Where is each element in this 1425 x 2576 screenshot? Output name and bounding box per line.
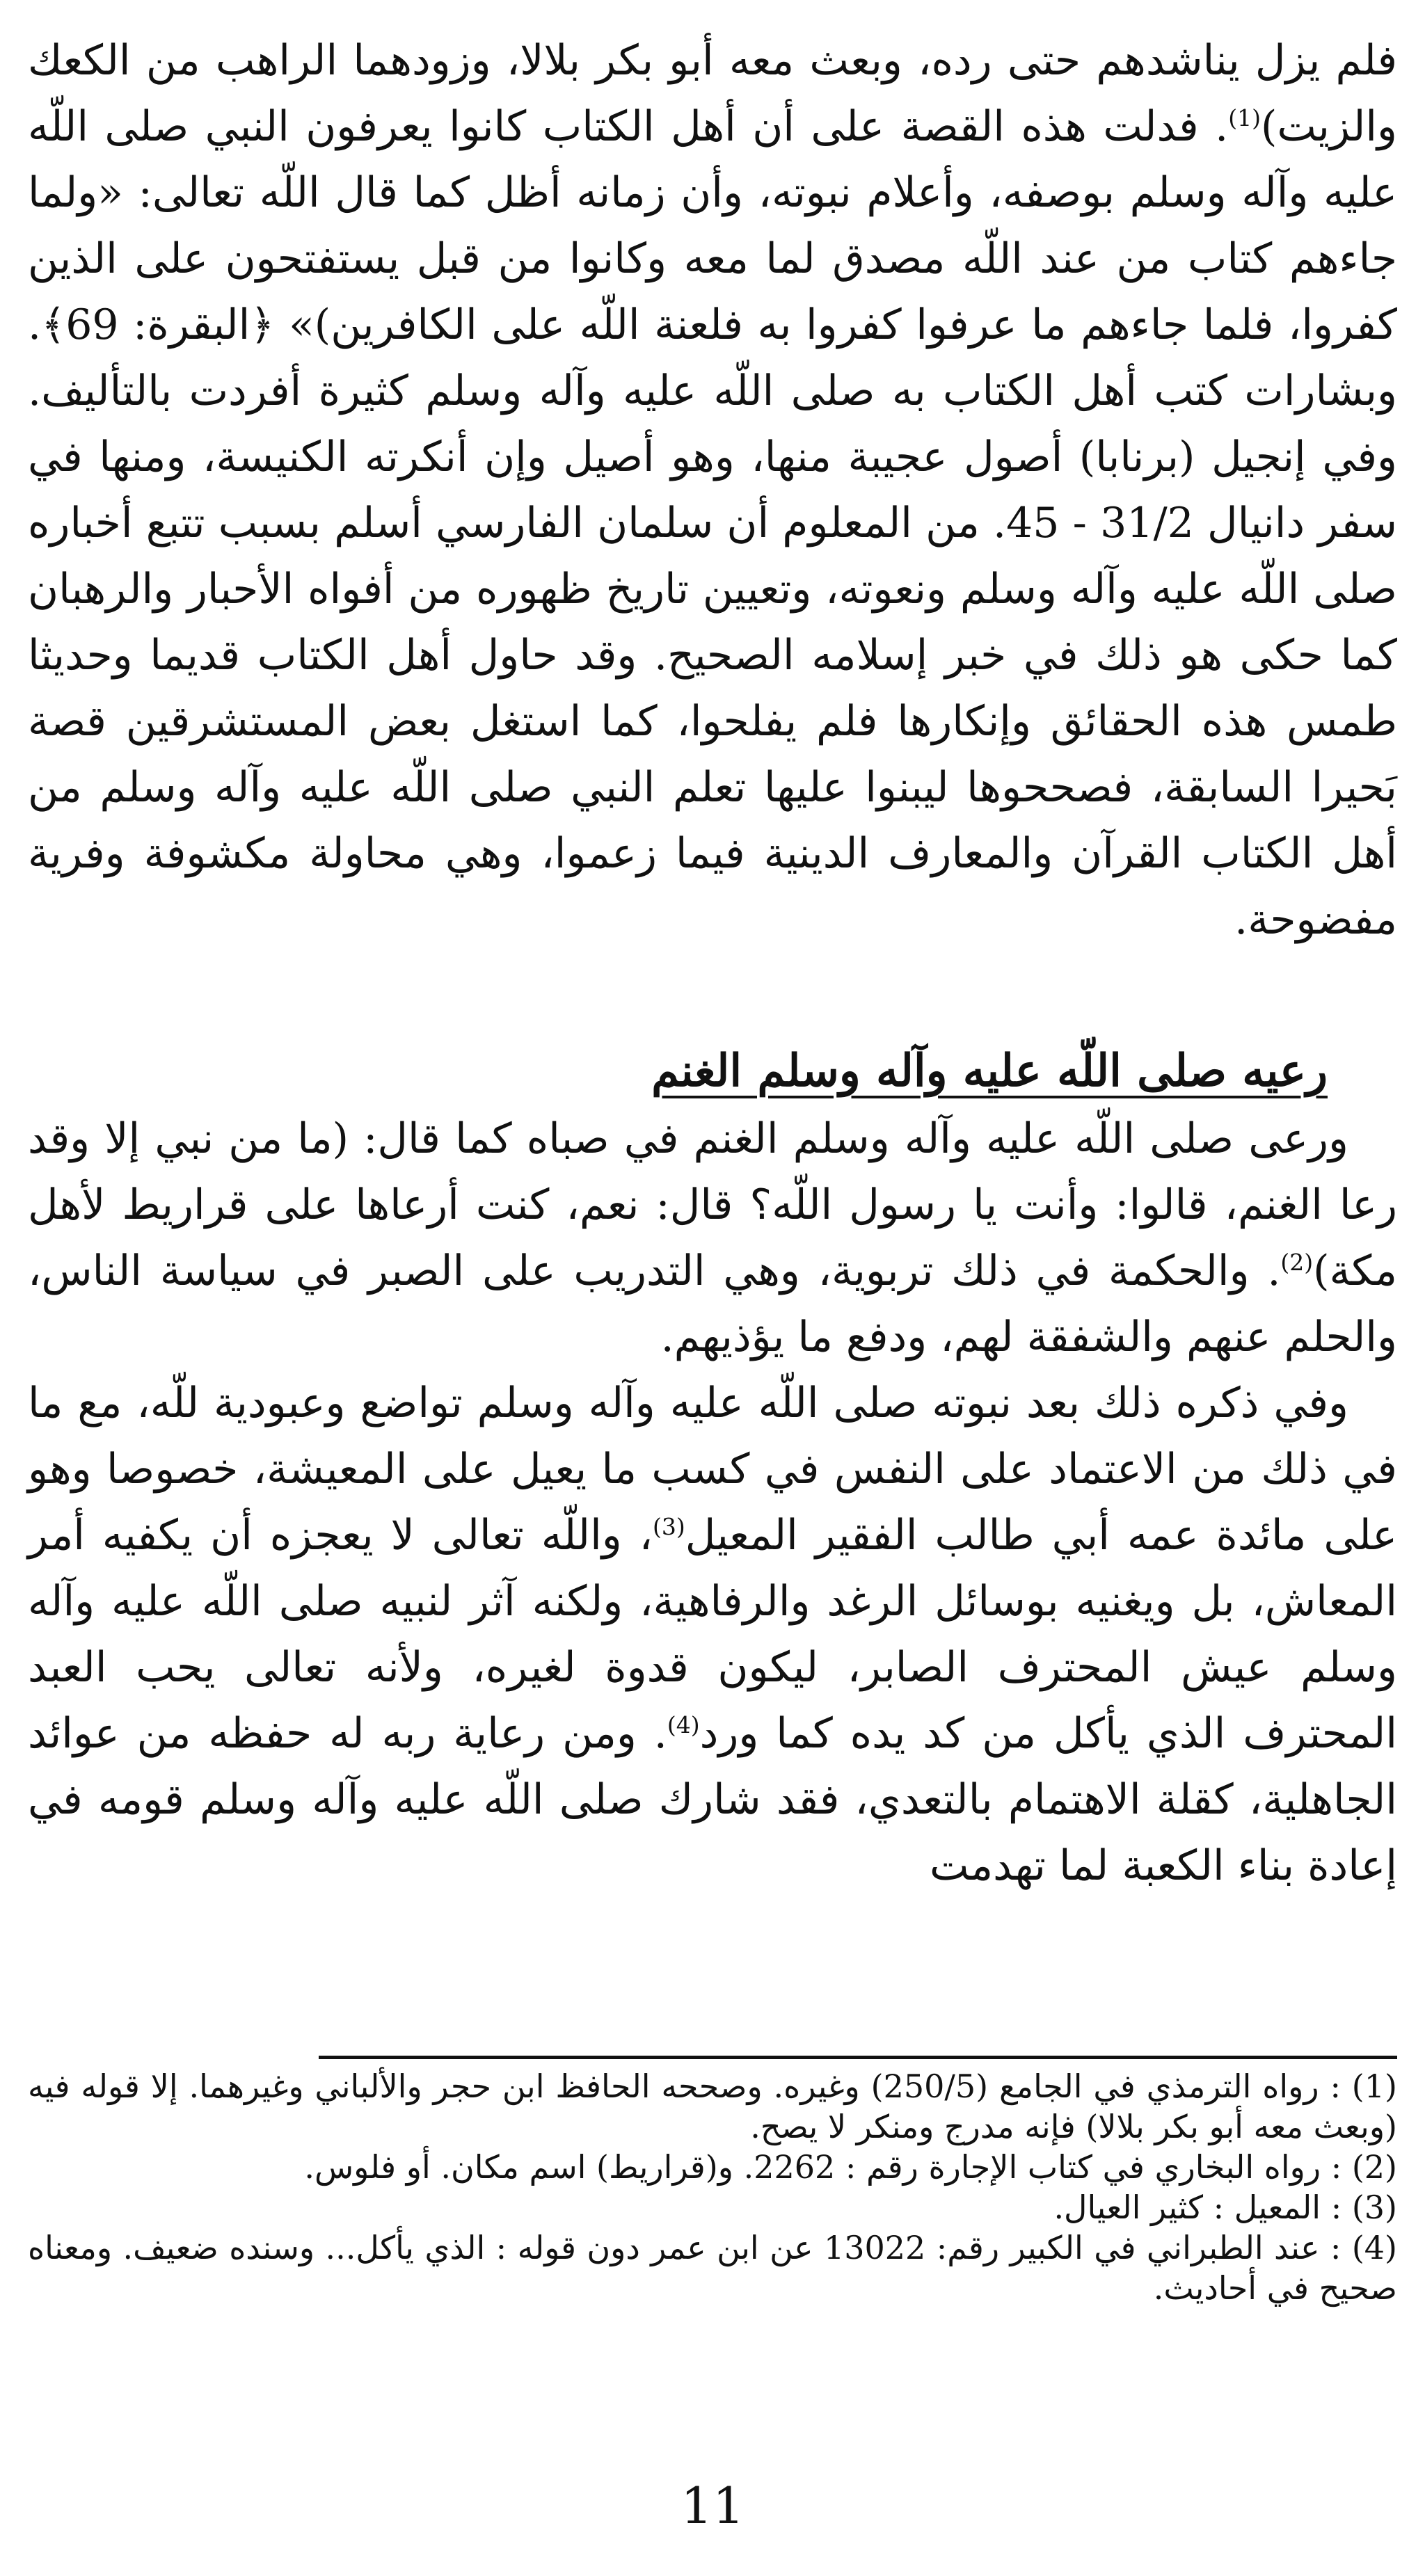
footnote-3: (3) : المعيل : كثير العيال. xyxy=(1053,2189,1397,2226)
page-content xyxy=(28,28,1397,1899)
page-number: 11 xyxy=(680,2477,745,2535)
footnote-divider xyxy=(319,2056,1397,2059)
main-text xyxy=(28,28,1397,953)
paragraph-1-start: فلم يزل يناشدهم حتى رده، وبعث معه أبو بكر بلالا، وزودهما الراهب من الكعك والزيت) xyxy=(28,36,1397,151)
footnote-4: (4) : عند الطبراني في الكبير رقم: 13022 عن ابن عمر دون قوله : الذي يأكل... وسنده ضعيف. ومعناه صحيح في أحاديث. xyxy=(28,2229,1397,2307)
footnote-ref-3: (3) xyxy=(652,1513,685,1540)
section-text xyxy=(28,1106,1397,1899)
footnote-ref-4: (4) xyxy=(667,1711,700,1738)
paragraph-2-rest: . والحكمة في ذلك تربوية، وهي التدريب على الصبر في سياسة الناس، والحلم عنهم والشفقة لهم، ودفع ما يؤذيهم. xyxy=(28,1247,1397,1361)
paragraph-1-rest: . فدلت هذه القصة على أن أهل الكتاب كانوا يعرفون النبي صلى اللّه عليه وآله وسلم بوصفه، وأعلام نبوته، وأن زمانه أظل كما قال اللّه تعالى: «ولما جاءهم كتاب من عند اللّه مصدق لما معه وكانوا من قبل يستفتحون على الذين كفروا، فلما جاءهم ما عرفوا كفروا به فلعنة اللّه على الكافرين)» ﴿البقرة: 69﴾. وبشارات كتب أهل الكتاب به صلى اللّه عليه وآله وسلم كثيرة أفردت بالتأليف. وفي إنجيل (برنابا) أصول عجيبة منها، وهو أصيل وإن أنكرته الكنيسة، ومنها في سفر دانيال 31/2 - 45. من المعلوم أن سلمان الفارسي أسلم بسبب تتبع أخباره صلى اللّه عليه وآله وسلم ونعوته، وتعيين تاريخ ظهوره من أفواه الأحبار والرهبان كما حكى هو ذلك في خبر إسلامه الصحيح. وقد حاول أهل الكتاب قديما وحديثا طمس هذه الحقائق وإنكارها فلم يفلحوا، كما استغل بعض المستشرقين قصة بَحيرا السابقة، فصححوها ليبنوا عليها تعلم النبي صلى اللّه عليه وآله وسلم من أهل الكتاب القرآن والمعارف الدينية فيما زعموا، وهي محاولة مكشوفة وفرية مفضوحة. xyxy=(28,102,1398,944)
paragraph-3-a: وفي ذكره ذلك بعد نبوته صلى اللّه عليه وآله وسلم تواضع وعبودية للّه، مع ما في ذلك من الاعتماد على النفس في كسب ما يعيل على المعيشة، خصوصا وهو على مائدة عمه أبي طالب الفقير المعيل xyxy=(28,1379,1397,1560)
footnote-ref-1: (1) xyxy=(1228,104,1261,131)
section-title: رعيه صلى اللّه عليه وآله وسلم الغنم xyxy=(651,1045,1328,1097)
paragraph-1 xyxy=(28,28,1397,953)
paragraph-3-b: ، واللّه تعالى لا يعجزه أن يكفيه أمر المعاش، بل ويغنيه بوسائل الرغد والرفاهية، ولكنه آثر لنبيه صلى اللّه عليه وآله وسلم عيش المحترف الصابر، ليكون قدوة لغيره، ولأنه تعالى يحب العبد المحترف الذي يأكل من كد يده كما ورد xyxy=(28,1511,1397,1758)
footnotes xyxy=(28,2056,1397,2308)
footnote-1: (1) : رواه الترمذي في الجامع (250/5) وغيره. وصححه الحافظ ابن حجر والألباني وغيرهما. إلا قوله فيه (وبعث معه أبو بكر بلالا) فإنه مدرج ومنكر لا يصح. xyxy=(28,2067,1397,2145)
paragraph-2-start: ورعى صلى اللّه عليه وآله وسلم الغنم في صباه كما قال: (ما من نبي إلا وقد رعا الغنم، قالوا: وأنت يا رسول اللّه؟ قال: نعم، كنت أرعاها على قراريط لأهل مكة) xyxy=(28,1114,1397,1295)
paragraph-3 xyxy=(28,1370,1397,1899)
footnote-ref-2: (2) xyxy=(1280,1249,1314,1276)
paragraph-2 xyxy=(28,1106,1397,1370)
footnote-2: (2) : رواه البخاري في كتاب الإجارة رقم : 2262. و(قراريط) اسم مكان. أو فلوس. xyxy=(304,2148,1397,2186)
paragraph-3-c: . ومن رعاية ربه له حفظه من عوائد الجاهلية، كقلة الاهتمام بالتعدي، فقد شارك صلى اللّه عليه وآله وسلم قومه في إعادة بناء الكعبة لما تهدمت xyxy=(28,1709,1397,1890)
